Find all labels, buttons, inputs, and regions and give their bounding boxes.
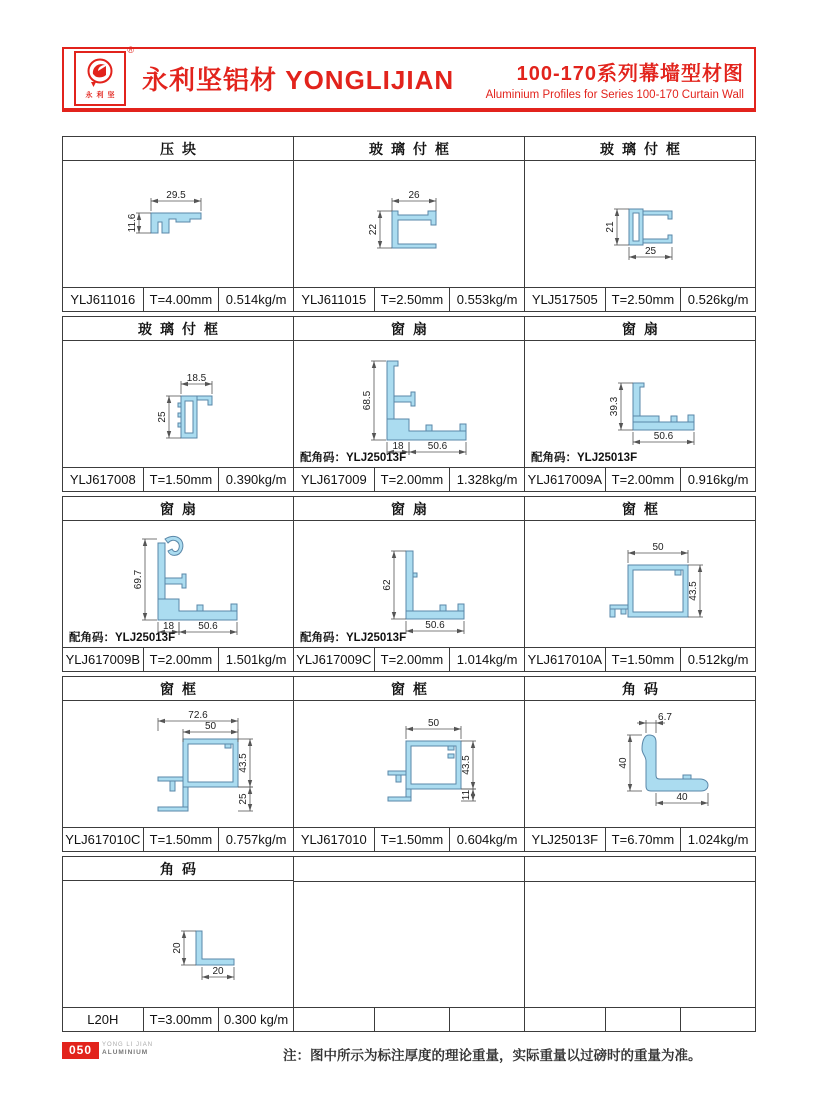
svg-text:50: 50 (204, 721, 217, 733)
profile-section-svg (525, 521, 755, 647)
footer-note: 注：图中所示为标注厚度的理论重量，实际重量以过磅时的重量为准。 (283, 1048, 702, 1063)
cell-footer (63, 647, 293, 671)
svg-text:20: 20 (212, 966, 224, 978)
profile-cell (62, 496, 294, 672)
thickness-value: T=2.50mm (374, 288, 450, 311)
profile-drawing (525, 882, 755, 1007)
svg-text:25: 25 (238, 793, 249, 806)
thickness-value: T=2.00mm (605, 468, 681, 491)
profile-cell (524, 496, 756, 672)
page-subtitle: Aluminium Profiles for Series 100-170 Curtain Wall (485, 88, 744, 101)
profile-section-svg (63, 881, 293, 1007)
brand-logo (74, 45, 134, 106)
profile-cell (524, 136, 756, 312)
profile-cell (62, 676, 294, 852)
weight-value: 0.390kg/m (218, 468, 293, 491)
thickness-value: T=2.00mm (374, 468, 450, 491)
svg-text:11.6: 11.6 (127, 214, 138, 233)
model-number: YLJ617009 (300, 472, 367, 488)
cell-title: 玻璃付框 (63, 317, 293, 341)
svg-text:62: 62 (382, 579, 393, 592)
cell-footer (63, 827, 293, 851)
cell-title: 窗扇 (294, 497, 524, 521)
profile-cell (293, 676, 525, 852)
cell-title: 角码 (525, 677, 755, 701)
profile-section-svg (525, 701, 755, 827)
profile-drawing (525, 341, 755, 467)
cell-footer (63, 1007, 293, 1031)
cell-footer (63, 467, 293, 491)
weight-value: 1.024kg/m (680, 828, 755, 851)
thickness-value (374, 1008, 450, 1031)
footer-brand (102, 1042, 153, 1056)
profile-cell (62, 136, 294, 312)
svg-text:39.3: 39.3 (609, 397, 620, 417)
svg-text:29.5: 29.5 (166, 190, 186, 202)
model-number: YLJ25013F (531, 832, 599, 848)
thickness-value: T=2.50mm (605, 288, 681, 311)
footer-brand-line2: ALUMINIUM (102, 1048, 149, 1056)
thickness-value: T=6.70mm (605, 828, 681, 851)
logo-bird-icon (83, 56, 117, 90)
weight-value: 0.916kg/m (680, 468, 755, 491)
thickness-value: T=1.50mm (374, 828, 450, 851)
weight-value: 1.014kg/m (449, 648, 524, 671)
profile-drawing (525, 701, 755, 827)
svg-text:18: 18 (162, 621, 175, 633)
footer-brand-line1: YONG LI JIAN (102, 1042, 154, 1048)
weight-value: 0.604kg/m (449, 828, 524, 851)
svg-text:20: 20 (172, 942, 183, 955)
cell-title (525, 857, 755, 882)
registered-trademark-icon: ® (127, 45, 134, 55)
model-number: YLJ617010 (300, 832, 367, 848)
profile-drawing (294, 341, 524, 467)
cell-footer (294, 647, 524, 671)
model-number: YLJ617009B (65, 652, 141, 668)
grid-row (62, 316, 756, 492)
model-number: YLJ617010C (65, 832, 141, 848)
svg-text:40: 40 (618, 757, 629, 770)
model-number: YLJ617010A (527, 652, 603, 668)
cell-title: 窗扇 (63, 497, 293, 521)
svg-text:50.6: 50.6 (425, 620, 445, 632)
profile-section-svg (525, 161, 755, 287)
page-number-badge: 050 (62, 1042, 99, 1059)
profile-drawing (63, 341, 293, 467)
profile-drawing (63, 521, 293, 647)
svg-text:26: 26 (408, 190, 420, 202)
weight-value (449, 1008, 524, 1031)
profile-drawing (525, 521, 755, 647)
grid-row (62, 676, 756, 852)
profile-section-svg (63, 161, 293, 287)
cell-title: 角码 (63, 857, 293, 881)
profile-cell (293, 496, 525, 672)
corner-code-note: 配角码：YLJ25013F (300, 452, 407, 465)
weight-value: 0.553kg/m (449, 288, 524, 311)
cell-footer (63, 287, 293, 311)
svg-text:11: 11 (461, 790, 472, 801)
profile-section-svg (294, 701, 524, 827)
profile-cell (293, 136, 525, 312)
svg-text:50.6: 50.6 (198, 621, 218, 633)
weight-value: 0.757kg/m (218, 828, 293, 851)
svg-text:40: 40 (676, 792, 688, 804)
thickness-value: T=4.00mm (143, 288, 219, 311)
cell-footer (294, 467, 524, 491)
logo-characters: 永利坚 (85, 92, 119, 99)
profile-cell (524, 676, 756, 852)
svg-text:50: 50 (652, 542, 664, 554)
cell-title: 窗扇 (525, 317, 755, 341)
profile-cell (62, 856, 294, 1032)
profile-cell (524, 316, 756, 492)
page-footer (62, 1042, 756, 1072)
profile-drawing (63, 701, 293, 827)
page-title: 100-170系列幕墙型材图 (516, 62, 744, 85)
svg-text:72.6: 72.6 (188, 710, 208, 722)
profile-drawing (294, 521, 524, 647)
corner-code-note: 配角码：YLJ25013F (69, 632, 176, 645)
weight-value: 1.501kg/m (218, 648, 293, 671)
svg-text:21: 21 (605, 221, 616, 234)
weight-value: 0.300 kg/m (218, 1008, 293, 1031)
svg-text:22: 22 (368, 224, 379, 236)
profile-drawing (63, 881, 293, 1007)
model-number: YLJ611016 (70, 292, 136, 308)
model-number: YLJ517505 (531, 292, 598, 308)
model-number (294, 1008, 374, 1031)
svg-text:18: 18 (392, 441, 404, 453)
profile-drawing (525, 161, 755, 287)
thickness-value: T=3.00mm (143, 1008, 219, 1031)
grid-row (62, 856, 756, 1032)
model-number: L20H (87, 1012, 119, 1028)
profile-drawing (294, 161, 524, 287)
weight-value: 1.328kg/m (449, 468, 524, 491)
cell-footer (294, 287, 524, 311)
svg-text:43.5: 43.5 (461, 755, 472, 776)
svg-text:68.5: 68.5 (362, 391, 373, 411)
svg-text:50: 50 (427, 718, 440, 730)
svg-text:43.5: 43.5 (238, 753, 249, 774)
cell-footer (525, 1007, 755, 1031)
grid-row (62, 136, 756, 312)
cell-title: 压块 (63, 137, 293, 161)
profile-grid (62, 136, 756, 1036)
profile-drawing (63, 161, 293, 287)
profile-section-svg (294, 161, 524, 287)
cell-footer (294, 1007, 524, 1031)
cell-title: 窗框 (63, 677, 293, 701)
cell-footer (525, 827, 755, 851)
thickness-value: T=1.50mm (143, 828, 219, 851)
profile-cell (62, 316, 294, 492)
profile-cell (524, 856, 756, 1032)
cell-title: 玻璃付框 (294, 137, 524, 161)
cell-title: 窗框 (294, 677, 524, 701)
corner-code-note: 配角码：YLJ25013F (300, 632, 407, 645)
cell-footer (525, 287, 755, 311)
profile-drawing (294, 882, 524, 1007)
model-number: YLJ617008 (69, 472, 136, 488)
grid-row (62, 496, 756, 672)
weight-value: 0.526kg/m (680, 288, 755, 311)
svg-text:6.7: 6.7 (658, 712, 672, 724)
svg-text:50.6: 50.6 (653, 431, 674, 443)
weight-value: 0.514kg/m (218, 288, 293, 311)
profile-section-svg (63, 701, 293, 827)
svg-text:69.7: 69.7 (133, 570, 144, 590)
thickness-value: T=2.00mm (143, 648, 219, 671)
profile-drawing (294, 701, 524, 827)
cell-title (294, 857, 524, 882)
weight-value: 0.512kg/m (680, 648, 755, 671)
model-number: YLJ611015 (301, 292, 367, 308)
svg-text:43.5: 43.5 (688, 581, 699, 602)
svg-text:25: 25 (157, 411, 168, 424)
cell-title: 玻璃付框 (525, 137, 755, 161)
model-number: YLJ617009C (296, 652, 372, 668)
profile-cell (293, 316, 525, 492)
cell-footer (294, 827, 524, 851)
page-header (62, 47, 756, 112)
cell-footer (525, 647, 755, 671)
thickness-value: T=2.00mm (374, 648, 450, 671)
model-number (525, 1008, 605, 1031)
cell-title: 窗框 (525, 497, 755, 521)
cell-footer (525, 467, 755, 491)
thickness-value: T=1.50mm (605, 648, 681, 671)
brand-text: 永利坚铝材 YONGLIJIAN (142, 65, 455, 95)
weight-value (680, 1008, 755, 1031)
svg-text:25: 25 (644, 246, 657, 258)
model-number: YLJ617009A (527, 472, 603, 488)
page-titles (486, 57, 754, 101)
thickness-value: T=1.50mm (143, 468, 219, 491)
svg-text:18.5: 18.5 (186, 373, 207, 385)
svg-text:50.6: 50.6 (427, 441, 448, 453)
corner-code-note: 配角码：YLJ25013F (531, 452, 638, 465)
profile-section-svg (63, 341, 293, 467)
profile-cell (293, 856, 525, 1032)
thickness-value (605, 1008, 681, 1031)
cell-title: 窗扇 (294, 317, 524, 341)
